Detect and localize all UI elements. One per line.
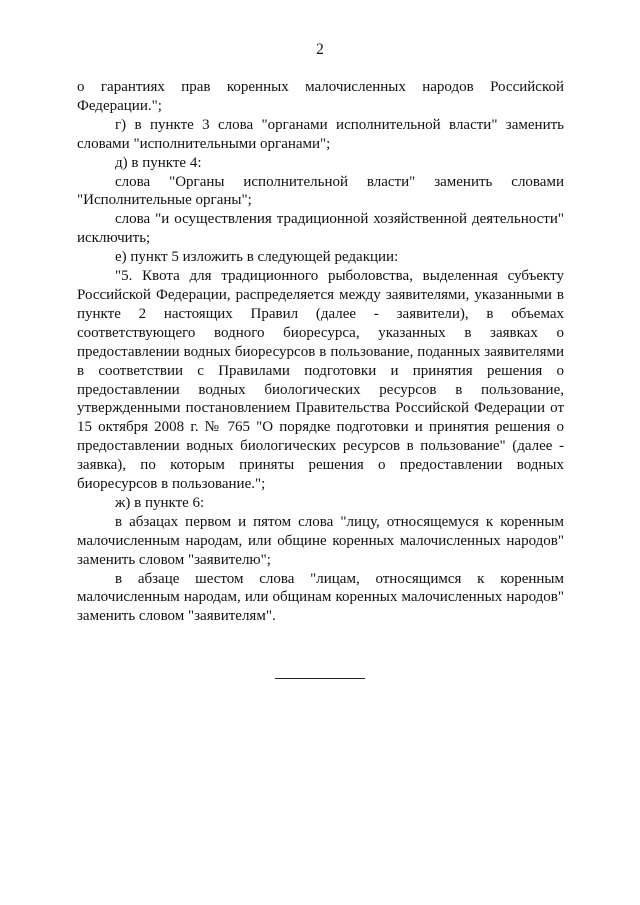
paragraph-item-d: д) в пункте 4: bbox=[115, 154, 202, 171]
paragraph-item-g: г) в пункте 3 слова "органами исполнительной власти" заменить словами "исполнительными органами"; bbox=[77, 116, 564, 152]
paragraph-continuation: о гарантиях прав коренных малочисленных народов Российской Федерации."; bbox=[77, 79, 564, 114]
closing-divider bbox=[275, 678, 365, 679]
paragraph-item-zh-sub2: в абзаце шестом слова "лицам, относящимся к коренным малочисленным народам, или общинам коренных малочисленных народов" заменить словом "заявителям". bbox=[77, 570, 564, 625]
document-body bbox=[77, 78, 564, 626]
paragraph-item-zh-sub1: в абзацах первом и пятом слова "лицу, относящемуся к коренным малочисленным народам, или общине коренных малочисленных народов" заменить словом "заявителю"; bbox=[77, 513, 564, 568]
paragraph-item-e: е) пункт 5 изложить в следующей редакции: bbox=[115, 249, 399, 266]
paragraph-item-d-sub1: слова "Органы исполнительной власти" заменить словами "Исполнительные органы"; bbox=[77, 173, 564, 209]
paragraph-item-d-sub2: слова "и осуществления традиционной хозяйственной деятельности" исключить; bbox=[77, 211, 564, 247]
page-number: 2 bbox=[316, 41, 324, 58]
paragraph-item-zh: ж) в пункте 6: bbox=[115, 494, 205, 511]
paragraph-item-e-quote: "5. Квота для традиционного рыболовства, выделенная субъекту Российской Федерации, распределяется между заявителями, указанными в пункте 2 настоящих Правил (далее - заявители), в объемах соответствующего водного биоресурса, указанных в заявках о предоставлении водных биоресурсов в пользование, поданных заявителями в соответствии с Правилами подготовки и принятия решения о предоставлении водных биологических ресурсов в пользование, утвержденными постановлением Правительства Российской Федерации от 15 октября 2008 г. № 765 "О порядке подготовки и принятия решения о предоставлении водных биологических ресурсов в пользование" (далее - заявка), по которым приняты решения о предоставлении водных биоресурсов в пользование."; bbox=[77, 268, 564, 493]
